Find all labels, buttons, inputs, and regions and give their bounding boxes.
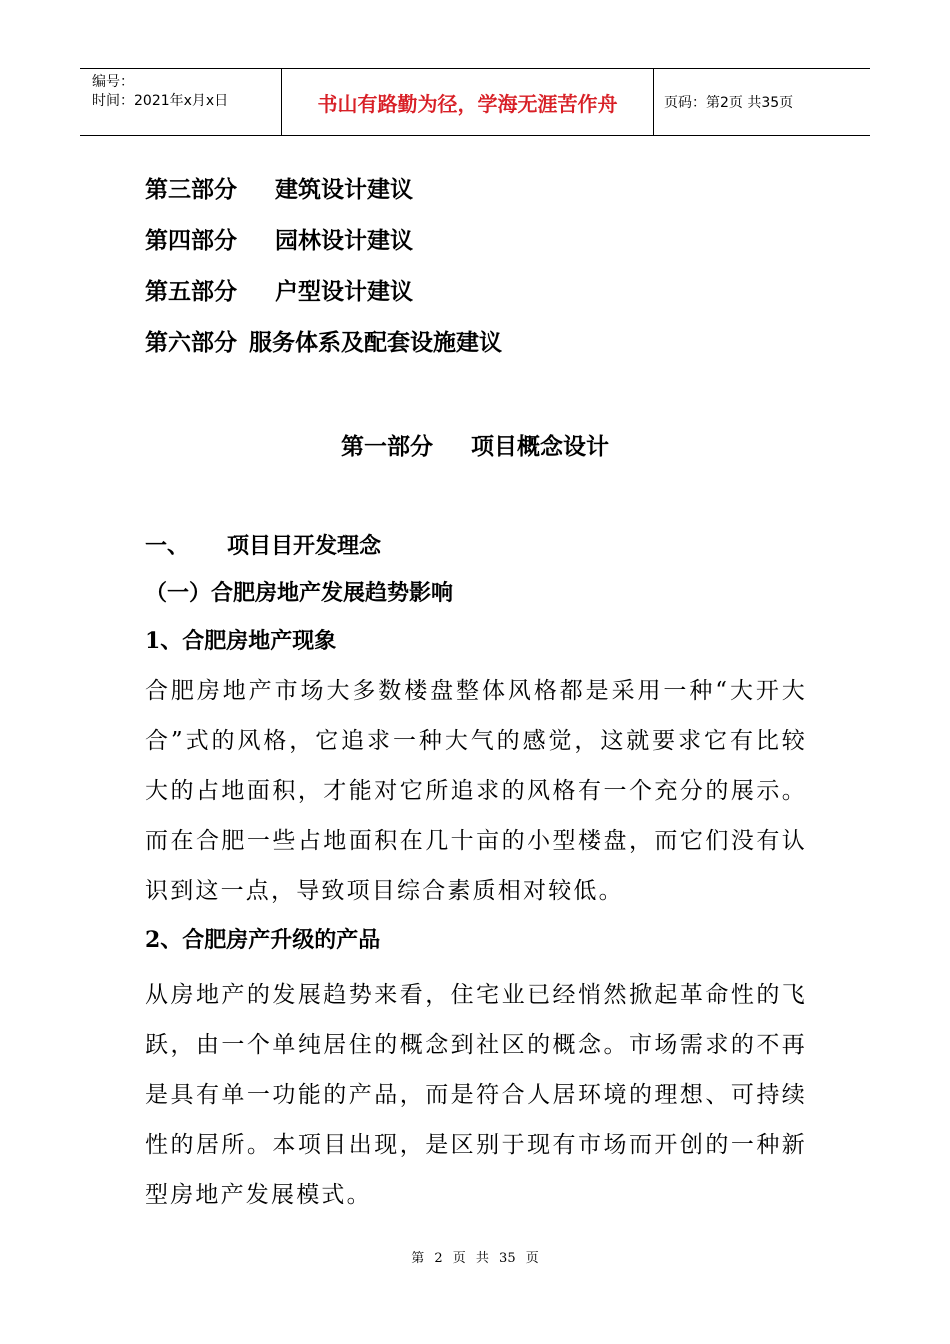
page-footer: 第 2 页 共 35 页: [411, 1251, 539, 1266]
toc-item-5: [145, 277, 413, 307]
heading-level-1: [145, 531, 381, 561]
section-title: [0, 428, 950, 461]
subheading-2: 2、合肥房产升级的产品: [145, 927, 381, 953]
header-number-label: 编号：: [92, 74, 134, 90]
header-page-info: 页码：第2页 共35页: [664, 95, 794, 111]
section-name: 项目概念设计: [471, 433, 609, 460]
paragraph-2: [145, 970, 807, 1220]
toc-part: 第六部分: [145, 329, 237, 356]
header-motto: 书山有路勤为径，学海无涯苦作舟: [282, 69, 654, 135]
toc-title: 建筑设计建议: [275, 176, 413, 203]
toc-item-4: [145, 226, 413, 256]
toc-item-3: [145, 175, 413, 205]
heading-number: 一、: [145, 533, 190, 559]
paragraph-1: [145, 666, 807, 916]
subheading-1: 1、合肥房地产现象: [145, 628, 337, 654]
toc-title: 户型设计建议: [275, 278, 413, 305]
page-header: [80, 68, 870, 136]
toc-title: 服务体系及配套设施建议: [249, 329, 502, 356]
section-part: 第一部分: [341, 433, 433, 460]
heading-level-2: （一）合肥房地产发展趋势影响: [145, 580, 454, 606]
header-time-label: 时间：2021年x月x日: [92, 93, 229, 109]
toc-part: 第三部分: [145, 176, 237, 203]
toc-title: 园林设计建议: [275, 227, 413, 254]
toc-item-6: [145, 328, 502, 358]
heading-text: 项目目开发理念: [227, 533, 382, 559]
paragraph-text: 合肥房地产市场大多数楼盘整体风格都是采用一种“大开大合”式的风格，它追求一种大气的感觉，这就要求它有比较大的占地面积，才能对它所追求的风格有一个充分的展示。而在合肥一些占地面积在几十亩的小型楼盘，而它们没有认识到这一点，导致项目综合素质相对较低。: [145, 678, 807, 904]
toc-part: 第五部分: [145, 278, 237, 305]
header-meta: [80, 69, 282, 135]
paragraph-text: 从房地产的发展趋势来看，住宅业已经悄然掀起革命性的飞跃，由一个单纯居住的概念到社区的概念。市场需求的不再是具有单一功能的产品，而是符合人居环境的理想、可持续性的居所。本项目出现，是区别于现有市场而开创的一种新型房地产发展模式。: [145, 982, 807, 1208]
toc-part: 第四部分: [145, 227, 237, 254]
